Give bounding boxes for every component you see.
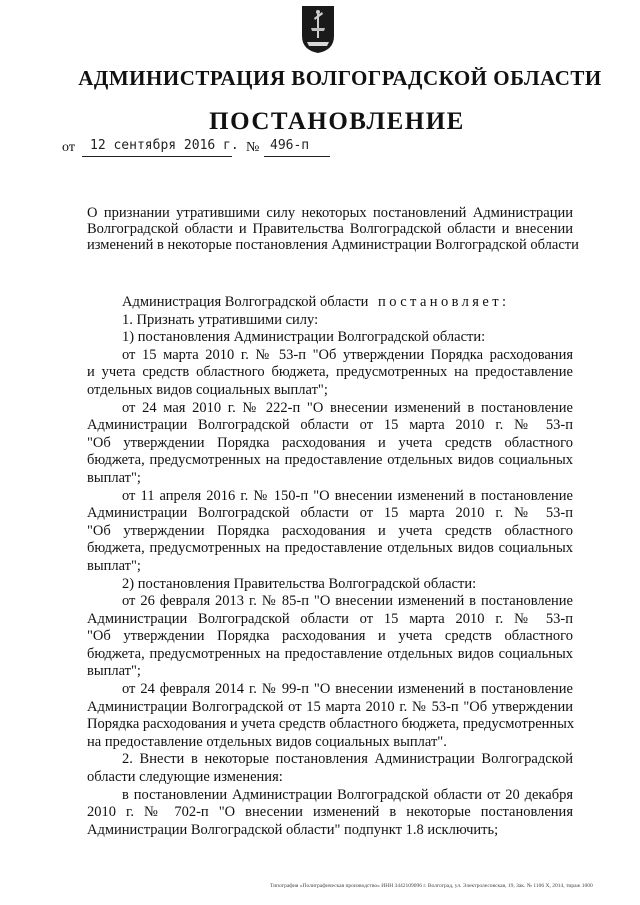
body-lead-line [87, 294, 573, 312]
lead-verb: постановляет: [378, 294, 510, 310]
body-line: 2010 г. № 702-п "О внесении изменений в некоторые постановления [87, 804, 573, 821]
subject-line: Волгоградской области и Правительства Волгоградской области и внесении [87, 221, 573, 237]
document-number: 496-п [270, 138, 310, 153]
body-line: от 11 апреля 2016 г. № 150-п "О внесении изменений в постановление [122, 487, 573, 504]
body-line: от 24 февраля 2014 г. № 99-п "О внесении изменений в постановление [122, 681, 573, 698]
body-line: выплат"; [87, 469, 141, 486]
body-line: от 26 февраля 2013 г. № 85-п "О внесении изменений в постановление [122, 593, 573, 610]
document-subject [87, 205, 579, 253]
date-prefix: от [62, 140, 75, 155]
coat-of-arms-icon [300, 4, 336, 54]
subject-line: О признании утратившими силу некоторых постановлений Администрации [87, 205, 573, 221]
body-line: от 15 марта 2010 г. № 53-п "Об утверждении Порядка расходования [122, 346, 573, 363]
body-line: в постановлении Администрации Волгоградской области от 20 декабря [122, 786, 573, 803]
body-line: Порядка расходования и учета средств областного бюджета, предусмотренных [87, 716, 575, 733]
document-date: 12 сентября 2016 г. [90, 138, 239, 153]
body-line: от 24 мая 2010 г. № 222-п "О внесении изменений в постановление [122, 399, 573, 416]
body-line: Администрации Волгоградской области от 15 марта 2010 г. № 53-п [87, 610, 573, 627]
body-line: бюджета, предусмотренных на предоставление отдельных видов социальных [87, 645, 573, 662]
document-type-title: ПОСТАНОВЛЕНИЕ [209, 108, 465, 135]
body-line: отдельных видов социальных выплат"; [87, 381, 328, 398]
organization-title: АДМИНИСТРАЦИЯ ВОЛГОГРАДСКОЙ ОБЛАСТИ [78, 66, 602, 90]
body-line: Администрации Волгоградской области от 15 марта 2010 г. № 53-п [87, 505, 573, 522]
body-line: на предоставление отдельных видов социальных выплат". [87, 733, 447, 750]
body-line: бюджета, предусмотренных на предоставление отдельных видов социальных [87, 452, 573, 469]
body-line: 1) постановления Администрации Волгоградской области: [122, 329, 486, 346]
document-body [87, 294, 573, 839]
lead-text: Администрация Волгоградской области [122, 294, 369, 310]
body-line: Администрации Волгоградской области от 15 марта 2010 г. № 53-п [87, 417, 573, 434]
date-underline [82, 156, 232, 157]
subject-line: изменений в некоторые постановления Администрации Волгоградской области [87, 237, 579, 253]
body-line: "Об утверждении Порядка расходования и учета средств областного [87, 628, 573, 645]
body-line: выплат"; [87, 557, 141, 574]
body-line: области следующие изменения: [87, 769, 283, 786]
body-line: выплат"; [87, 663, 141, 680]
number-underline [264, 156, 330, 157]
body-line: "Об утверждении Порядка расходования и учета средств областного [87, 434, 573, 451]
body-line: и учета средств областного бюджета, предусмотренных на предоставление [87, 364, 573, 381]
body-line: 2) постановления Правительства Волгоградской области: [122, 575, 477, 592]
body-line: бюджета, предусмотренных на предоставление отдельных видов социальных [87, 540, 573, 557]
printer-imprint: Типография «Полиграфическая производство» ИНН 3442109096 г. Волгоград, ул. Электролесовская, 19, Зак. № 1106 Х, 2014, тираж 1000 [270, 883, 593, 889]
body-line: Администрации Волгоградской от 15 марта 2010 г. № 53-п "Об утверждении [87, 698, 573, 715]
number-prefix: № [246, 140, 260, 155]
body-lines [87, 312, 573, 840]
body-line: 2. Внести в некоторые постановления Администрации Волгоградской [122, 751, 573, 768]
body-line: 1. Признать утратившими силу: [122, 311, 319, 328]
body-line: Администрации Волгоградской области" подпункт 1.8 исключить; [87, 821, 499, 838]
body-line: "Об утверждении Порядка расходования и учета средств областного [87, 522, 573, 539]
